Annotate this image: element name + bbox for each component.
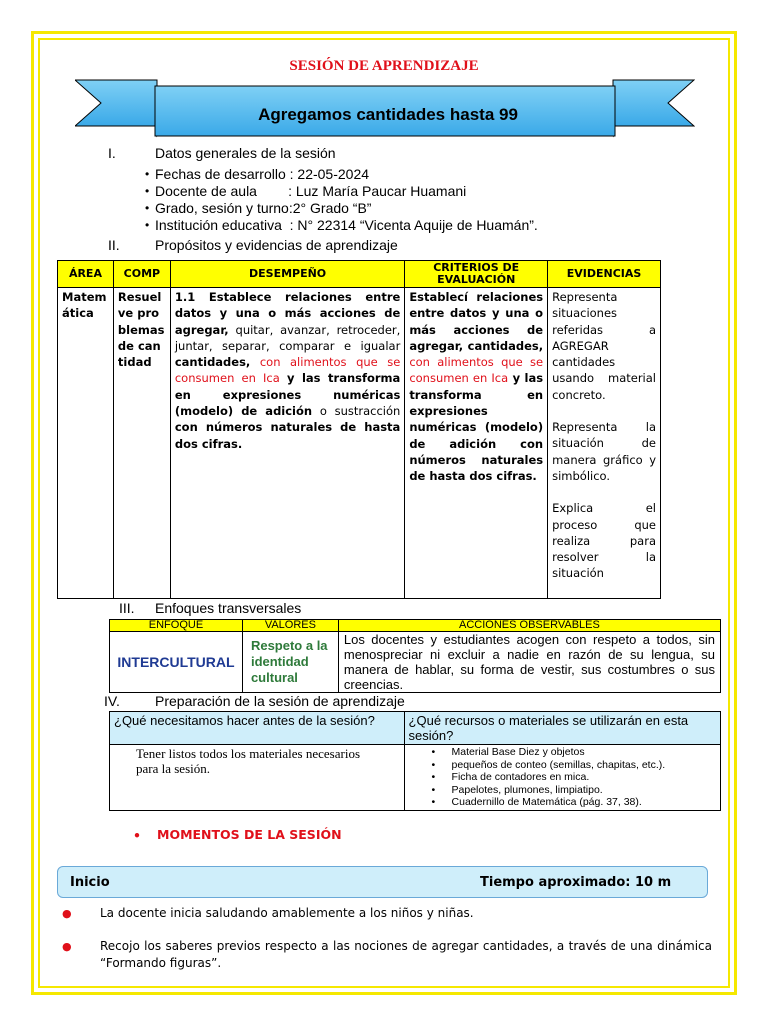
header-resources: ¿Qué recursos o materiales se utilizarán en esta sesión? — [404, 712, 720, 745]
table-row — [110, 632, 721, 693]
desempeno-text: cantidades, — [174, 355, 251, 370]
table-row — [58, 288, 661, 599]
desempeno-text: con números naturales de hasta dos cifras. — [174, 420, 401, 451]
desempeno-cell — [170, 288, 404, 599]
evidencias-cell — [548, 288, 661, 599]
header-acciones: ACCIONES OBSERVABLES — [338, 620, 720, 632]
header-evidencias: EVIDENCIAS — [548, 261, 661, 288]
purposes-table — [57, 260, 661, 599]
moments-title: MOMENTOS DE LA SESIÓN — [157, 827, 342, 842]
desempeno-text: 1.1 Establece relaciones entre datos y una o más acciones de agregar, — [174, 290, 401, 337]
paragraph — [62, 905, 712, 922]
bullet: ● — [62, 907, 72, 920]
desempeno-highlight: con alimentos que se consumen en Ica — [174, 355, 401, 386]
section-number: I. — [108, 145, 116, 161]
desempeno-text: o sustracción — [319, 404, 401, 419]
session-title: Agregamos cantidades hasta 99 — [258, 105, 518, 124]
valores-cell: Respeto a la identidad cultural — [242, 632, 338, 693]
header-desempeno: DESEMPEÑO — [170, 261, 404, 288]
general-data-list — [145, 166, 538, 234]
header-area: ÁREA — [58, 261, 114, 288]
header-valores: VALORES — [242, 620, 338, 632]
header-before: ¿Qué necesitamos hacer antes de la sesión? — [110, 712, 405, 745]
criterios-highlight: con alimentos que se consumen en Ica — [409, 355, 544, 386]
competence-cell: Resuelve problemas de cantidad — [113, 288, 170, 599]
table-header-row — [110, 620, 721, 632]
paragraph — [62, 938, 712, 972]
evidence-item: Explica el proceso que realiza para resolver la situación — [552, 501, 656, 581]
document-title: SESIÓN DE APRENDIZAJE — [289, 58, 479, 74]
section-title: Enfoques transversales — [155, 600, 302, 616]
paragraph-text: Recojo los saberes previos respecto a las nociones de agregar cantidades, a través de una dinámica “Formando figuras”. — [100, 939, 712, 970]
time-estimate: Tiempo aproximado: 10 m — [480, 875, 672, 890]
desempeno-text: quitar, avanzar, retroceder, juntar, separar, comparar e igualar — [174, 322, 401, 353]
section-title: Datos generales de la sesión — [155, 145, 336, 161]
paragraph-text: La docente inicia saludando amablemente a los niños y niñas. — [100, 906, 474, 920]
list-item: • Ficha de contadores en mica. — [452, 771, 719, 784]
list-item: • Material Base Diez y objetos — [452, 746, 719, 759]
header-criterios: CRITERIOS DE EVALUACIÓN — [405, 261, 548, 288]
area-cell: Matemática — [58, 288, 114, 599]
inicio-label: Inicio — [70, 875, 110, 890]
section-number: III. — [119, 600, 135, 616]
list-item: • Cuadernillo de Matemática (pág. 37, 38). — [452, 796, 719, 809]
criterios-text: y las transforma en expresiones numéricas (modelo) de adición con números naturales de hasta dos cifras. — [409, 371, 544, 484]
list-item: • Fechas de desarrollo : 22-05-2024 — [145, 166, 538, 183]
section-title: Preparación de la sesión de aprendizaje — [155, 693, 405, 709]
approaches-table — [109, 619, 721, 693]
table-row — [110, 745, 721, 811]
header-enfoque: ENFOQUE — [110, 620, 243, 632]
desempeno-text: y las transforma en expresiones numéricas (modelo) de adición — [174, 371, 401, 419]
criterios-text: Establecí relaciones entre datos y una o más acciones de agregar, cantidades, — [409, 290, 544, 353]
criterios-cell — [405, 288, 548, 599]
enfoque-cell: INTERCULTURAL — [110, 632, 243, 693]
list-item: • Papelotes, plumones, limpiatipo. — [452, 784, 719, 797]
evidence-item: Representa situaciones referidas a AGREGAR cantidades usando material concreto. — [552, 290, 656, 402]
list-item: • Docente de aula : Luz María Paucar Huamani — [145, 183, 538, 200]
table-header-row — [58, 261, 661, 288]
bullet: ● — [62, 940, 72, 953]
section-title: Propósitos y evidencias de aprendizaje — [155, 237, 398, 253]
list-item: • pequeños de conteo (semillas, chapitas, etc.). — [452, 759, 719, 772]
preparation-table — [109, 711, 721, 811]
table-header-row — [110, 712, 721, 745]
materials-cell — [404, 745, 720, 811]
preparation-cell: Tener listos todos los materiales necesarios para la sesión. — [110, 745, 405, 811]
materials-list — [406, 746, 719, 809]
acciones-cell: Los docentes y estudiantes acogen con respeto a todos, sin menospreciar ni excluir a nadie en razón de su lengua, su manera de hablar, su forma de vestir, sus costumbres o sus creencias. — [338, 632, 720, 693]
section-number: IV. — [104, 693, 120, 709]
inicio-bar — [57, 866, 708, 898]
list-item: • Institución educativa : N° 22314 “Vicenta Aquije de Huamán”. — [145, 217, 538, 234]
header-comp: COMP — [113, 261, 170, 288]
list-item: • Grado, sesión y turno:2° Grado “B” — [145, 200, 538, 217]
session-moments-heading — [133, 827, 342, 842]
evidence-item: Representa la situación de manera gráfico y simbólico. — [552, 420, 656, 483]
section-number: II. — [108, 237, 120, 253]
bullet: • — [133, 828, 141, 843]
